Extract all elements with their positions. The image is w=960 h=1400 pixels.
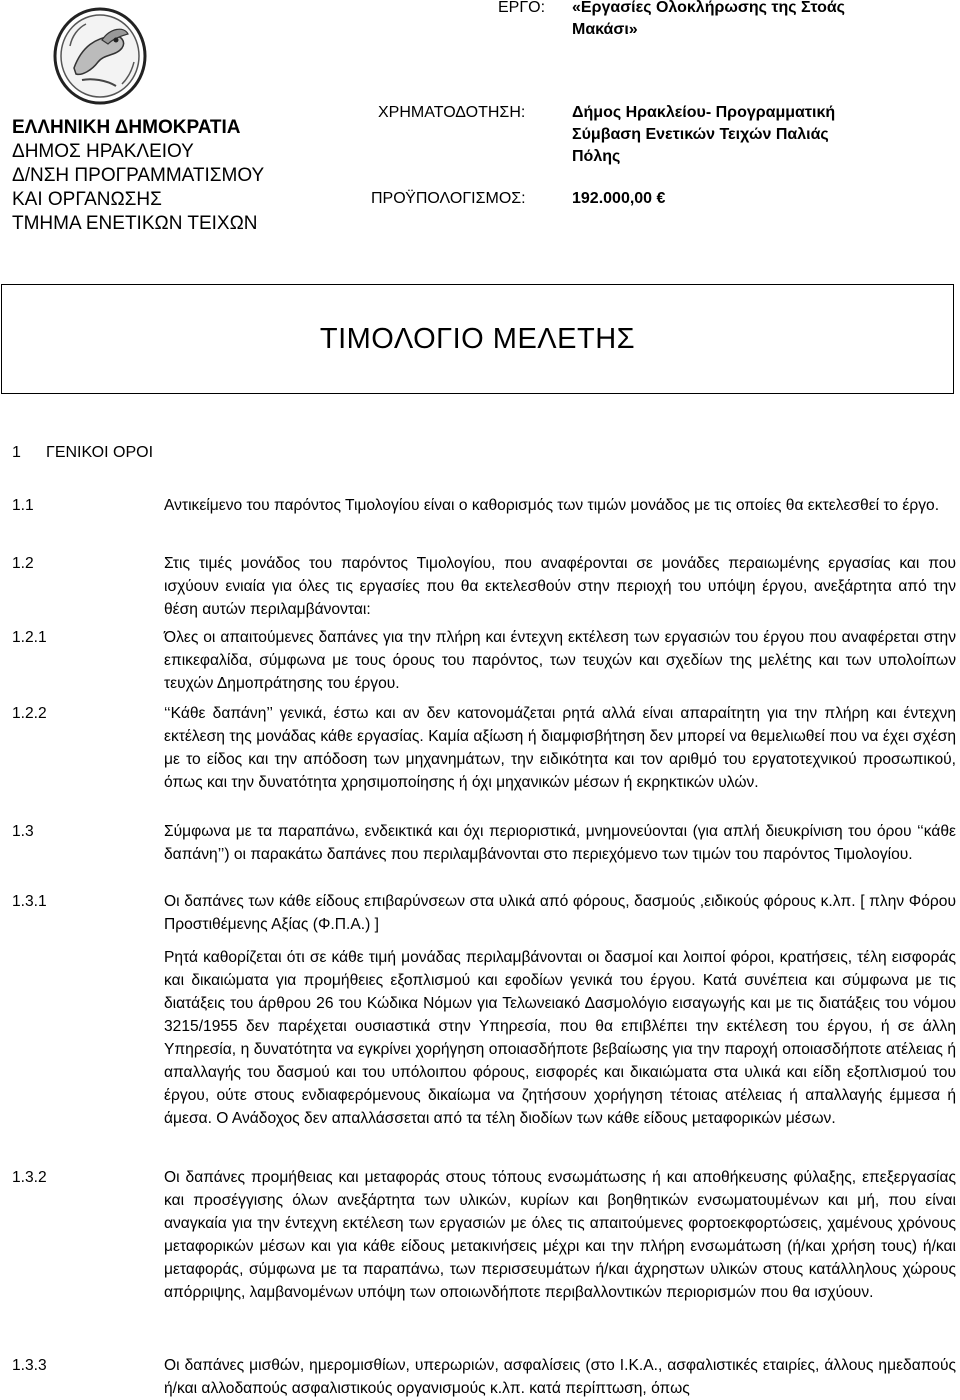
paragraph — [12, 820, 956, 866]
funding-value — [572, 102, 835, 168]
paragraph-continuation: Ρητά καθορίζεται ότι σε κάθε τιμή μονάδας περιλαμβάνονται οι δασμοί και λοιποί φόροι, κρατήσεις, τέλη εισφοράς και δικαιώματα για προμήθειες εξοπλισμού και εφοδίων γενικά του έργου. Κατά συνέπεια και σύμφωνα με τις διατάξεις του άρθρου 26 του Κώδικα Νόμων για Τελωνειακό Δασμολόγιο εισαγωγής και με τις διατάξεις του νόμου 3215/1955 δεν παρέχεται ουσιαστικά στην Υπηρεσία, που θα επιβλέπει την εκτέλεση του έργου, ή σε άλλη Υπηρεσία, η δυνατότητα να εγκρίνει χορήγηση οποιασδήποτε βεβαίωσης για την παροχή οποιασδήποτε ατέλειας ή απαλλαγής του δασμού και του υπόλοιπου φόρους, εισφορές και δικαιώματα στα υλικά και είδη εξοπλισμού του έργου, ούτε στους ενδιαφερόμενους δικαίωμα να ζητήσουν χορήγηση τέτοιας ατέλειας ή απαλλαγής έμμεσα ή άμεσα. Ο Ανάδοχος δεν απαλλάσσεται από τα τέλη διοδίων των κάθε είδους μεταφορικών μέσων. — [164, 949, 956, 1127]
paragraph-number: 1.3.1 — [12, 893, 47, 910]
paragraph-number: 1.1 — [12, 497, 34, 514]
funding-label: ΧΡΗΜΑΤΟΔΟΤΗΣΗ: — [378, 104, 526, 121]
document-title: ΤΙΜΟΛΟΓΙΟ ΜΕΛΕΤΗΣ — [319, 322, 636, 355]
paragraph-text: Αντικείμενο του παρόντος Τιμολογίου είναι ο καθορισμός των τιμών μονάδος με τις οποίες θα εκτελεσθεί το έργο. — [164, 497, 940, 514]
authority-line: Δ/ΝΣΗ ΠΡΟΓΡΑΜΜΑΤΙΣΜΟΥ — [12, 165, 265, 186]
funding-value-line: Σύμβαση Ενετικών Τειχών Παλιάς — [572, 126, 829, 143]
paragraph — [12, 890, 956, 936]
section-title: ΓΕΝΙΚΟΙ ΟΡΟΙ — [46, 444, 154, 461]
paragraph-number: 1.3 — [12, 823, 34, 840]
funding-value-line: Δήμος Ηρακλείου- Προγραμματική — [572, 104, 836, 121]
paragraph-text: Οι δαπάνες μισθών, ημερομισθίων, υπερωριών, ασφαλίσεις (στο Ι.Κ.Α., ασφαλιστικές εταιρίες, άλλους ημεδαπούς ή/και αλλοδαπούς ασφαλιστικούς οργανισμούς κ.λπ. κατά περίπτωση, όπως — [164, 1357, 956, 1397]
paragraph-text: Οι δαπάνες προμήθειας και μεταφοράς στους τόπους ενσωμάτωσης ή και αποθήκευσης φύλαξης, επεξεργασίας και προσέγγισης όλων ανεξάρτητα των υλικών, κυρίων και βοηθητικών ενσωματουμένων και μή, που είναι αναγκαία για την έντεχνη εκτέλεση των εργασιών με όλες τις απαιτούμενες φορτοεκφορτώσεις, χαμένους χρόνους μεταφορικών μέσων και για κάθε είδους μετακινήσεις μέχρι και την πλήρη ενσωμάτωση (ή/και χρήση τους) ή/και μεταφοράς, σύμφωνα με τα παραπάνω, των περισσευμάτων ή/και άχρηστων υλικών στους κατάλληλους χώρους απόρριψης, λαμβανομένων υπόψη των οποιωνδήποτε περιβαλλοντικών περιορισμών που θα ισχύουν. — [164, 1169, 956, 1301]
paragraph — [12, 702, 956, 794]
paragraph-number: 1.2.2 — [12, 705, 47, 722]
paragraph-text: Όλες οι απαιτούμενες δαπάνες για την πλήρη και έντεχνη εκτέλεση των εργασιών του έργου που αναφέρεται στην επικεφαλίδα, σύμφωνα με τους όρους του παρόντος, των τευχών και σχεδίων της μελέτης και των υπολοίπων τευχών Δημοπράτησης του έργου. — [164, 629, 956, 692]
paragraph — [12, 1354, 956, 1400]
budget-label: ΠΡΟΫΠΟΛΟΓΙΣΜΟΣ: — [371, 190, 526, 207]
emblem-seal — [52, 6, 148, 106]
paragraph-text: Οι δαπάνες των κάθε είδους επιβαρύνσεων στα υλικά από φόρους, δασμούς ,ειδικούς φόρους κ.λπ. [ πλην Φόρου Προστιθέμενης Αξίας (Φ.Π.Α.) ] — [164, 893, 956, 933]
issuing-authority — [12, 116, 342, 236]
authority-line: ΕΛΛΗΝΙΚΗ ΔΗΜΟΚΡΑΤΙΑ — [12, 117, 241, 138]
section-heading — [12, 444, 153, 462]
project-value — [572, 0, 845, 41]
paragraph-number: 1.2.1 — [12, 629, 47, 646]
section-number: 1 — [12, 444, 21, 461]
paragraph — [12, 494, 956, 517]
authority-line: ΤΜΗΜΑ ΕΝΕΤΙΚΩΝ ΤΕΙΧΩΝ — [12, 213, 258, 234]
paragraph-number: 1.2 — [12, 555, 34, 572]
paragraph-text: Στις τιμές μονάδος του παρόντος Τιμολογίου, που αναφέρονται σε μονάδες περαιωμένης εργασίας και που ισχύουν ενιαία για όλες τις εργασίες που θα εκτελεσθούν στην περιοχή του υπόψη έργου, ανεξάρτητα από την θέση αυτών περιλαμβάνονται: — [164, 555, 956, 618]
paragraph — [12, 552, 956, 621]
project-value-line: Μακάσι» — [572, 21, 638, 38]
authority-line: ΚΑΙ ΟΡΓΑΝΩΣΗΣ — [12, 189, 162, 210]
paragraph-text: ‘‘Κάθε δαπάνη’’ γενικά, έστω και αν δεν κατονομάζεται ρητά αλλά είναι απαραίτητη για την πλήρη και έντεχνη εκτέλεση της μονάδας κάθε εργασίας. Καμία αξίωση ή διαμφισβήτηση δεν μπορεί να θεμελιωθεί που να έχει σχέση με το είδος και την απόδοση των μηχανημάτων, την ειδικότητα και τον αριθμό του εργατοτεχνικού προσωπικού, όπως και την δυνατότητα χρησιμοποίησης ή όχι μηχανικών μέσων ή εκρηκτικών υλών. — [164, 705, 956, 791]
paragraph-number: 1.3.2 — [12, 1169, 47, 1186]
title-box — [1, 284, 954, 394]
paragraph — [12, 626, 956, 695]
paragraph — [12, 1166, 956, 1304]
paragraph-number: 1.3.3 — [12, 1357, 47, 1374]
authority-line: ΔΗΜΟΣ ΗΡΑΚΛΕΙΟΥ — [12, 141, 194, 162]
funding-value-line: Πόλης — [572, 148, 621, 165]
budget-value: 192.000,00 € — [572, 190, 666, 207]
paragraph-text: Σύμφωνα με τα παραπάνω, ενδεικτικά και όχι περιοριστικά, μνημονεύονται (για απλή διευκρίνιση του όρου ‘‘κάθε δαπάνη’’) οι παρακάτω δαπάνες που περιλαμβάνονται στο περιεχόμενο των τιμών του παρόντος Τιμολογίου. — [164, 823, 956, 863]
project-value-line: «Εργασίες Ολοκλήρωσης της Στοάς — [572, 0, 845, 16]
project-label: ΕΡΓΟ: — [498, 0, 546, 16]
